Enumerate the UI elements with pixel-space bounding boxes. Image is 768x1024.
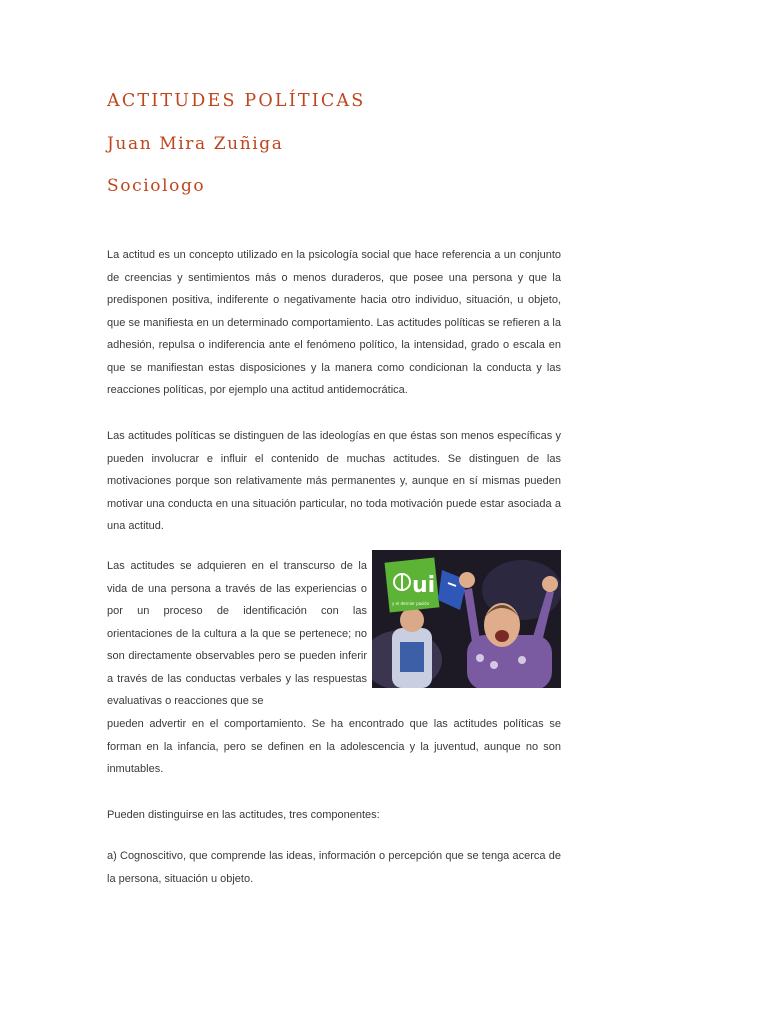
protest-photo [372,550,561,688]
paragraph-5: a) Cognoscitivo, que comprende las ideas, información o percepción que se tenga acerca de la persona, situación u objeto. [107,850,561,885]
sign-subtext: y el dernier pasión [392,601,430,606]
sign-text: ui [412,573,436,598]
green-sign [385,558,440,613]
paragraph-1: La actitud es un concepto utilizado en la psicología social que hace referencia a un conjunto de creencias y sentimientos más o menos duraderos, que posee una persona y que la predisponen positiva, indiferente o negativamente hacia otro individuo, situación, u objeto, que se manifiesta en un determinado comportamiento. Las actitudes políticas se refieren a la adhesión, repulsa o indiferencia ante el fenómeno político, la intensidad, grado o escala en que se manifiestan estas disposiciones y la manera como condicionan la conducta y las reacciones políticas, por ejemplo una actitud antidemocrática. [107,249,561,396]
document-title: ACTITUDES POLÍTICAS [107,91,366,111]
protest-photo-illustration [372,550,561,688]
paragraph-2: Las actitudes políticas se distinguen de las ideologías en que éstas son menos específicas y pueden involucrar e influir el contenido de muchas actitudes. Se distinguen de las motivaciones porque son relativamente más permanentes y, aunque en sí mismas pueden motivar una conducta en una situación particular, no toda motivación puede estar asociada a una actitud. [107,430,561,532]
document-author: Juan Mira Zuñiga [107,134,284,154]
paragraph-3: Las actitudes se adquieren en el transcurso de la vida de una persona a través de las experiencias o por un proceso de identificación con las orientaciones de la cultura a la que se pertenece; no son directamente observables pero se pueden inferir a través de las conductas verbales y las respuestas evaluativas o reacciones que se [107,560,367,707]
paragraph-4: Pueden distinguirse en las actitudes, tres componentes: [107,809,380,821]
author-role: Sociologo [107,176,206,196]
paragraph-3-continued: pueden advertir en el comportamiento. Se ha encontrado que las actitudes políticas se forman en la infancia, pero se definen en la adolescencia y la juventud, aunque no son inmutables. [107,718,561,775]
